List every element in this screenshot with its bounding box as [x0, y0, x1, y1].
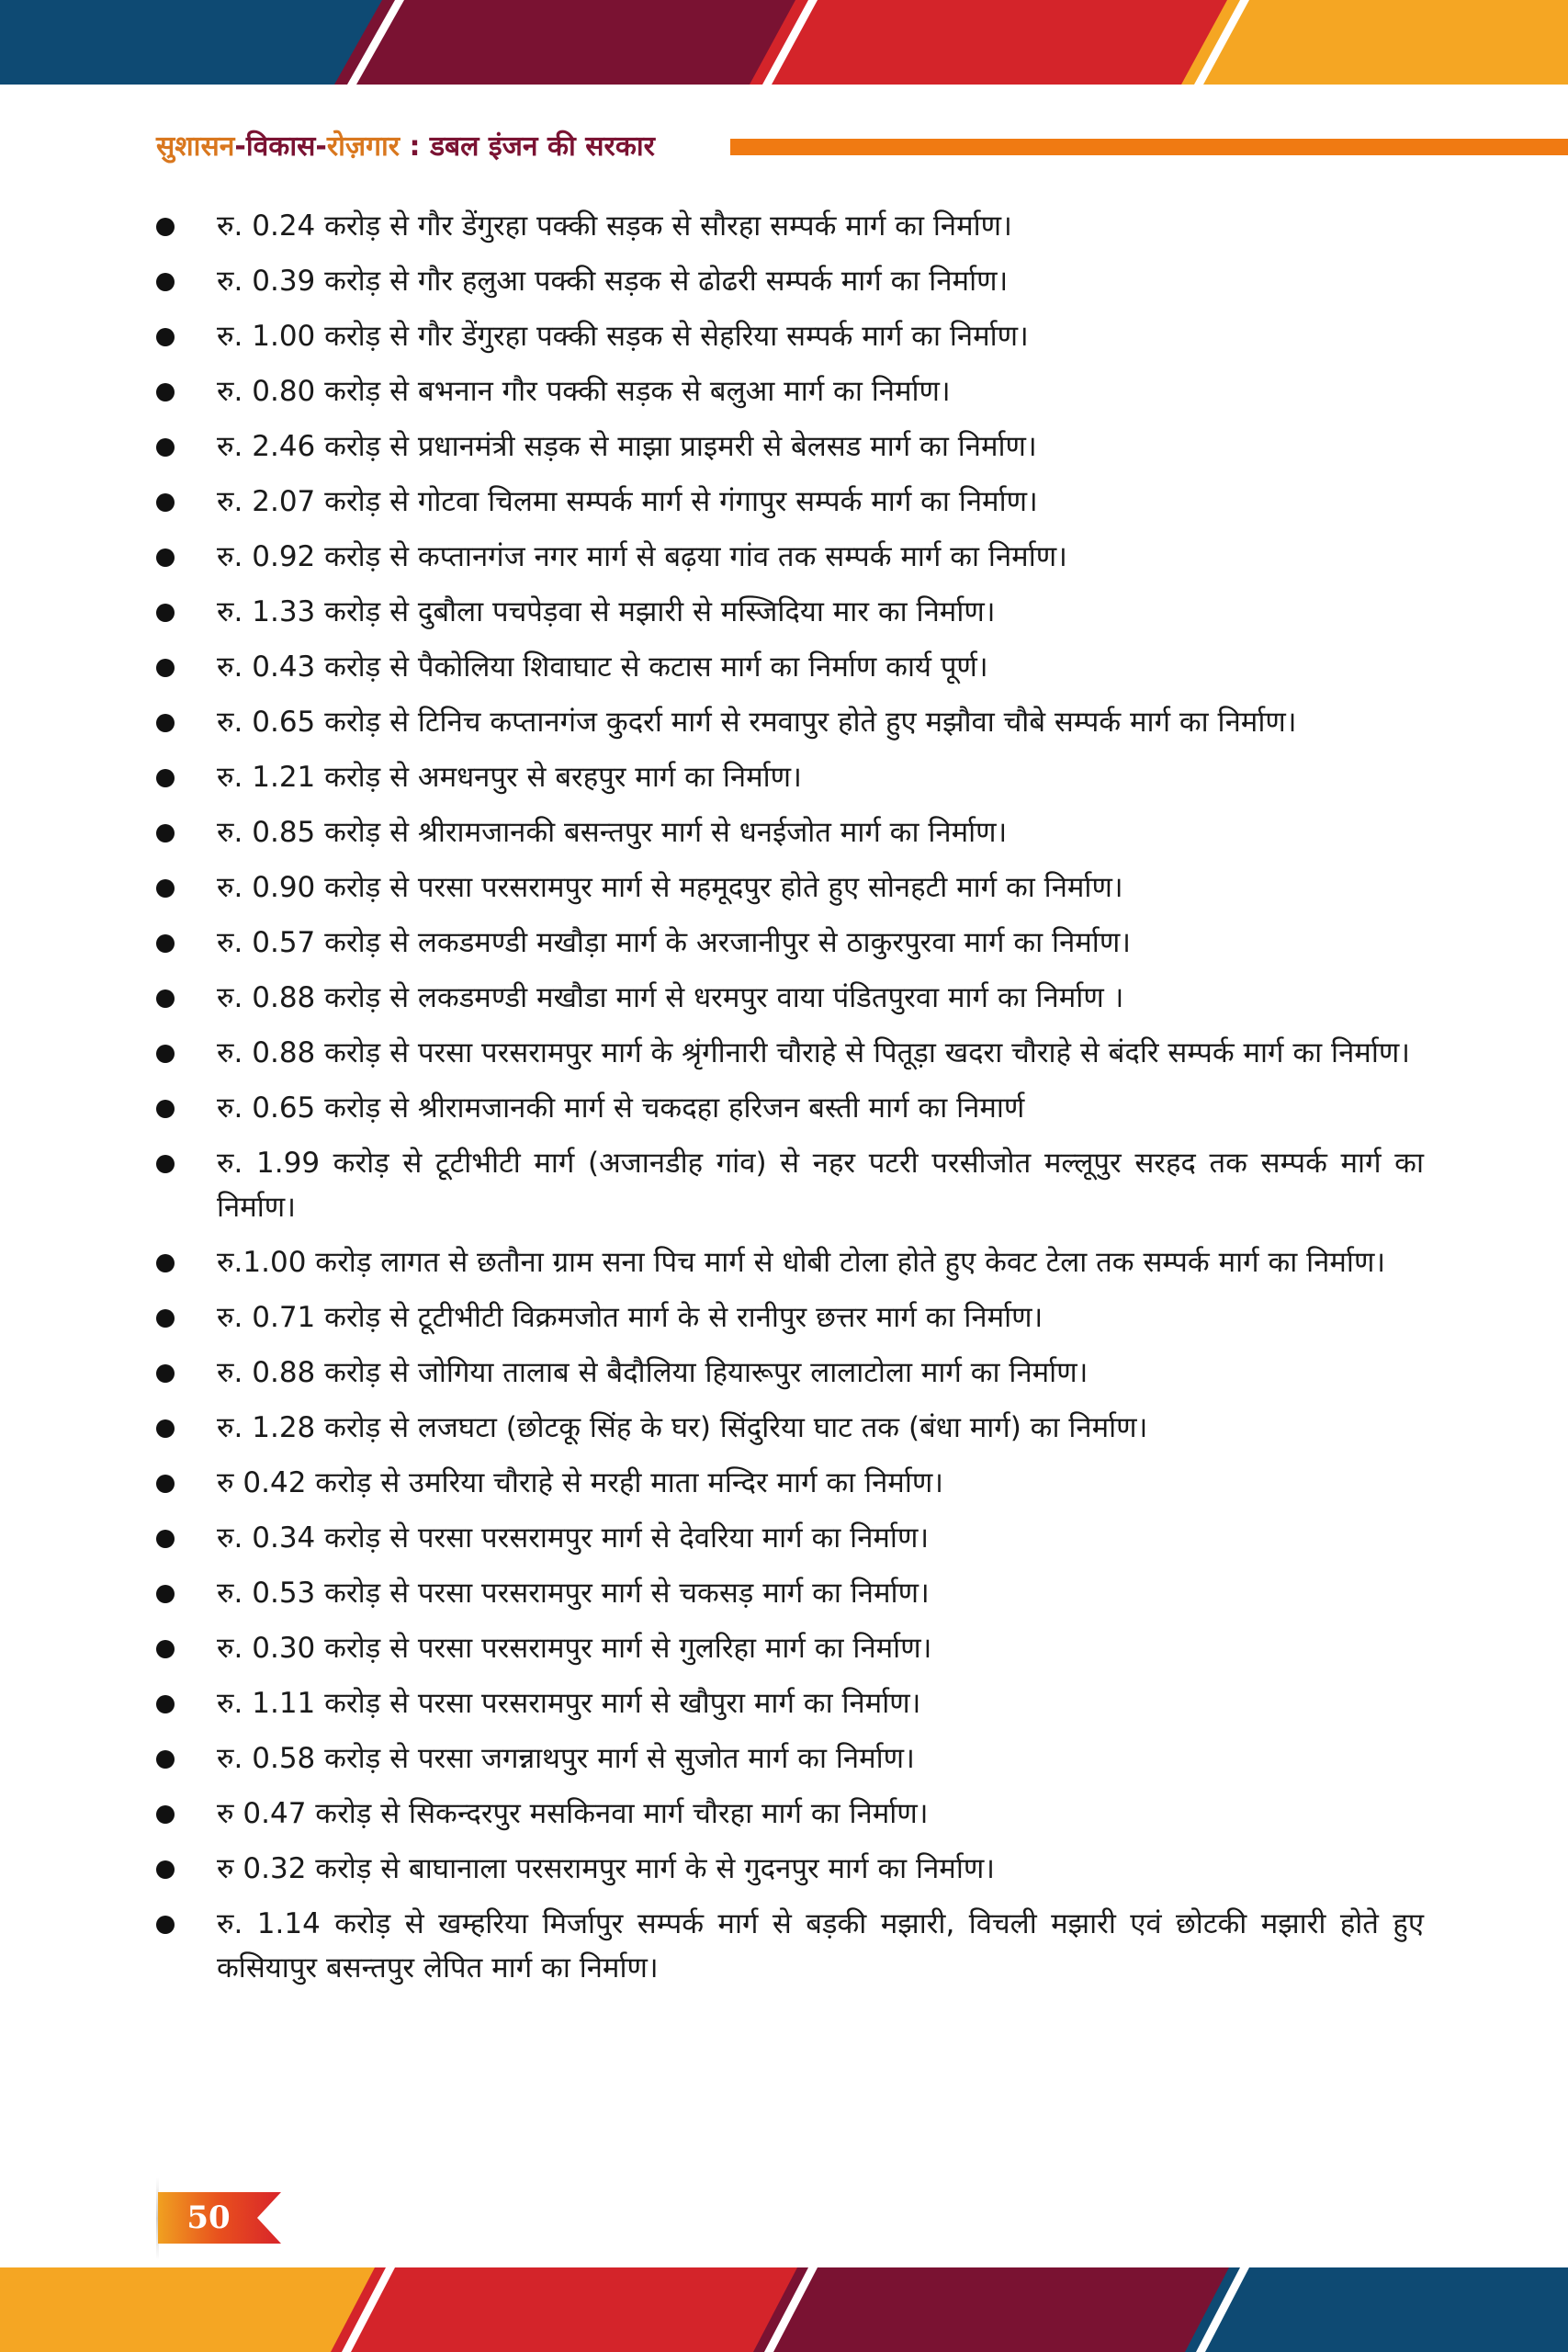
list-item-text: रु. 0.88 करोड़ से परसा परसरामपुर मार्ग के श्रृंगीनारी चौराहे से पितूड़ा खदरा चौराहे से बंदरि सम्पर्क मार्ग का निर्माण। [217, 1036, 1411, 1069]
list-item-text: रु. 0.57 करोड़ से लकडमण्डी मखौड़ा मार्ग के अरजानीपुर से ठाकुरपुरवा मार्ग का निर्माण। [217, 926, 1131, 959]
header-rule [730, 139, 1568, 155]
bullet-icon [156, 934, 175, 953]
list-item-text: रु. 1.11 करोड़ से परसा परसरामपुर मार्ग से खौपुरा मार्ग का निर्माण। [217, 1687, 921, 1720]
bullet-icon [156, 824, 175, 842]
bullet-icon [156, 328, 175, 346]
list-item [156, 1141, 1424, 1229]
list-item-text: रु. 0.80 करोड़ से बभनान गौर पक्की सड़क से बलुआ मार्ग का निर्माण। [217, 375, 951, 408]
list-item-text: रु. 1.21 करोड़ से अमधनपुर से बरहपुर मार्ग का निर्माण। [217, 761, 802, 794]
list-item-text: रु. 0.92 करोड़ से कप्तानगंज नगर मार्ग से बढ़या गांव तक सम्पर्क मार्ग का निर्माण। [217, 540, 1067, 573]
list-item [156, 1792, 1424, 1836]
list-item-text: रु. 0.88 करोड़ से लकडमण्डी मखौडा मार्ग से धरमपुर वाया पंडितपुरवा मार्ग का निर्माण । [217, 981, 1124, 1014]
list-item [156, 1031, 1424, 1075]
list-item [156, 314, 1424, 358]
bullet-icon [156, 714, 175, 732]
list-item [156, 1681, 1424, 1725]
list-item-text: रु. 0.39 करोड़ से गौर हलुआ पक्की सड़क से ढोढरी सम्पर्क मार्ग का निर्माण। [217, 265, 1009, 298]
header-title-separator-2: - [315, 130, 327, 163]
list-item [156, 480, 1424, 524]
list-item [156, 645, 1424, 689]
bullet-icon [156, 1100, 175, 1118]
page-header [156, 125, 1415, 169]
bullet-icon [156, 1805, 175, 1824]
header-title-part3: रोज़गार [326, 130, 400, 163]
bullet-icon [156, 604, 175, 622]
header-title-part2: विकास [245, 130, 316, 163]
list-item-text: रु. 0.65 करोड़ से टिनिच कप्तानगंज कुदर्रा मार्ग से रमवापुर होते हुए मझौवा चौबे सम्पर्क मार्ग का निर्माण। [217, 706, 1297, 739]
bullet-icon [156, 383, 175, 401]
bullet-icon [156, 1309, 175, 1328]
bullet-icon [156, 1475, 175, 1493]
bullet-icon [156, 1585, 175, 1603]
project-list [156, 204, 1424, 1990]
page-number: 50 [186, 2199, 231, 2236]
list-item [156, 204, 1424, 248]
bullet-icon [156, 1364, 175, 1383]
list-item-text: रु. 2.46 करोड़ से प्रधानमंत्री सड़क से माझा प्राइमरी से बेलसड मार्ग का निर्माण। [217, 430, 1037, 463]
list-item [156, 259, 1424, 303]
list-item [156, 1902, 1424, 1990]
list-item [156, 810, 1424, 854]
list-item [156, 1571, 1424, 1615]
list-item-text: रु. 1.33 करोड़ से दुबौला पचपेड़वा से मझारी से मस्जिदिया मार का निर्माण। [217, 595, 996, 628]
list-item [156, 700, 1424, 744]
header-title-separator-1: - [234, 130, 246, 163]
bullet-icon [156, 769, 175, 787]
list-item [156, 1626, 1424, 1670]
list-item [156, 1295, 1424, 1340]
list-item-text: रु. 0.24 करोड़ से गौर डेंगुरहा पक्की सड़क से सौरहा सम्पर्क मार्ग का निर्माण। [217, 209, 1012, 243]
bullet-icon [156, 548, 175, 567]
bullet-icon [156, 1254, 175, 1272]
list-item-text: रु. 0.90 करोड़ से परसा परसरामपुर मार्ग से महमूदपुर होते हुए सोनहटी मार्ग का निर्माण। [217, 871, 1123, 904]
bullet-icon [156, 1916, 175, 1934]
list-item-text: रु. 0.43 करोड़ से पैकोलिया शिवाघाट से कटास मार्ग का निर्माण कार्य पूर्ण। [217, 650, 988, 684]
list-item-text: रु. 0.88 करोड़ से जोगिया तालाब से बैदौलिया हियारूपुर लालाटोला मार्ग का निर्माण। [217, 1356, 1089, 1389]
list-item [156, 1240, 1424, 1284]
bullet-icon [156, 438, 175, 457]
bullet-icon [156, 1155, 175, 1173]
list-item-text: रु. 0.30 करोड़ से परसा परसरामपुर मार्ग से गुलरिहा मार्ग का निर्माण। [217, 1632, 932, 1665]
list-item [156, 369, 1424, 413]
bullet-icon [156, 659, 175, 677]
list-item-text: रु. 1.14 करोड़ से खम्हरिया मिर्जापुर सम्पर्क मार्ग से बड़की मझारी, विचली मझारी एवं छोटकी मझारी होते हुए कसियापुर बसन्तपुर लेपित मार्ग का निर्माण। [217, 1907, 1424, 1984]
list-item-text: रु. 0.34 करोड़ से परसा परसरामपुर मार्ग से देवरिया मार्ग का निर्माण। [217, 1521, 930, 1555]
bullet-icon [156, 1045, 175, 1063]
top-color-band [0, 0, 1568, 85]
list-item-text: रु.1.00 करोड़ लागत से छतौना ग्राम सना पिच मार्ग से धोबी टोला होते हुए केवट टेला तक सम्पर्क मार्ग का निर्माण। [217, 1246, 1386, 1279]
list-item [156, 590, 1424, 634]
bullet-icon [156, 1640, 175, 1658]
bullet-icon [156, 1530, 175, 1548]
list-item-text: रु 0.47 करोड़ से सिकन्दरपुर मसकिनवा मार्ग चौरहा मार्ग का निर्माण। [217, 1797, 929, 1830]
list-item-text: रु. 1.99 करोड़ से टूटीभीटी मार्ग (अजानडीह गांव) से नहर पटरी परसीजोत मल्लूपुर सरहद तक सम्पर्क मार्ग का निर्माण। [217, 1147, 1424, 1224]
list-item [156, 1461, 1424, 1505]
bullet-icon [156, 1695, 175, 1713]
list-item-text: रु. 0.71 करोड़ से टूटीभीटी विक्रमजोत मार्ग के से रानीपुर छत्तर मार्ग का निर्माण। [217, 1301, 1043, 1334]
list-item [156, 1086, 1424, 1130]
list-item-text: रु. 0.65 करोड़ से श्रीरामजानकी मार्ग से चकदहा हरिजन बस्ती मार्ग का निमार्ण [217, 1091, 1025, 1125]
list-item [156, 755, 1424, 799]
list-item-text: रु. 0.85 करोड़ से श्रीरामजानकी बसन्तपुर मार्ग से धनईजोत मार्ग का निर्माण। [217, 816, 1008, 849]
bullet-icon [156, 273, 175, 291]
list-item [156, 1351, 1424, 1395]
header-title [156, 125, 655, 169]
content-area [156, 204, 1424, 2001]
bottom-color-band [0, 2267, 1568, 2352]
list-item-text: रु 0.42 करोड़ से उमरिया चौराहे से मरही माता मन्दिर मार्ग का निर्माण। [217, 1466, 944, 1499]
header-title-part4: : डबल इंजन की सरकार [400, 130, 655, 163]
list-item [156, 535, 1424, 579]
list-item [156, 424, 1424, 469]
list-item [156, 1736, 1424, 1781]
list-item-text: रु. 1.28 करोड़ से लजघटा (छोटकू सिंह के घर) सिंदुरिया घाट तक (बंधा मार्ग) का निर्माण। [217, 1411, 1148, 1444]
bullet-icon [156, 1750, 175, 1769]
list-item [156, 976, 1424, 1020]
bullet-icon [156, 493, 175, 512]
list-item [156, 1847, 1424, 1891]
list-item [156, 865, 1424, 910]
list-item [156, 1406, 1424, 1450]
list-item [156, 921, 1424, 965]
header-title-part1: सुशासन [156, 130, 235, 163]
bullet-icon [156, 1419, 175, 1438]
bullet-icon [156, 218, 175, 236]
list-item-text: रु. 2.07 करोड़ से गोटवा चिलमा सम्पर्क मार्ग से गंगापुर सम्पर्क मार्ग का निर्माण। [217, 485, 1038, 518]
bullet-icon [156, 879, 175, 898]
list-item-text: रु 0.32 करोड़ से बाघानाला परसरामपुर मार्ग के से गुदनपुर मार्ग का निर्माण। [217, 1852, 996, 1885]
page-number-tab [158, 2192, 287, 2244]
list-item-text: रु. 0.53 करोड़ से परसा परसरामपुर मार्ग से चकसड़ मार्ग का निर्माण। [217, 1577, 930, 1610]
bullet-icon [156, 1860, 175, 1879]
bullet-icon [156, 989, 175, 1008]
list-item-text: रु. 1.00 करोड़ से गौर डेंगुरहा पक्की सड़क से सेहरिया सम्पर्क मार्ग का निर्माण। [217, 320, 1029, 353]
list-item [156, 1516, 1424, 1560]
list-item-text: रु. 0.58 करोड़ से परसा जगन्नाथपुर मार्ग से सुजोत मार्ग का निर्माण। [217, 1742, 915, 1775]
